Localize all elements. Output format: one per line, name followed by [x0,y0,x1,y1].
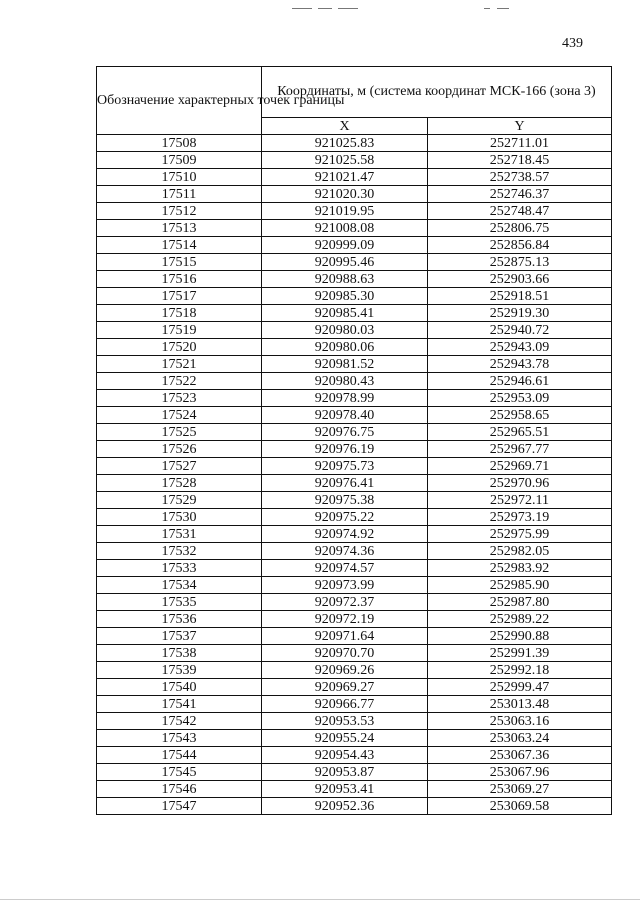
y-coordinate-cell: 252746.37 [428,186,612,203]
point-id-cell: 17537 [97,628,262,645]
y-coordinate-cell: 253063.16 [428,713,612,730]
point-id-cell: 17524 [97,407,262,424]
table-row [97,237,612,254]
y-coordinate-cell: 252856.84 [428,237,612,254]
table-row [97,169,612,186]
point-id-cell: 17515 [97,254,262,271]
x-coordinate-cell: 920988.63 [262,271,428,288]
point-id-cell: 17514 [97,237,262,254]
table-row [97,713,612,730]
y-coordinate-cell: 252711.01 [428,135,612,152]
point-id-cell: 17526 [97,441,262,458]
y-coordinate-cell: 253063.24 [428,730,612,747]
table-row [97,356,612,373]
x-coordinate-cell: 920978.40 [262,407,428,424]
x-coordinate-cell: 920980.06 [262,339,428,356]
y-coordinate-cell: 252919.30 [428,305,612,322]
x-coordinate-cell: 920975.73 [262,458,428,475]
y-coordinate-cell: 253067.36 [428,747,612,764]
y-coordinate-cell: 252983.92 [428,560,612,577]
x-coordinate-cell: 921020.30 [262,186,428,203]
table-row [97,441,612,458]
table-row [97,611,612,628]
point-id-cell: 17528 [97,475,262,492]
point-id-cell: 17519 [97,322,262,339]
table-row [97,509,612,526]
y-coordinate-cell: 252806.75 [428,220,612,237]
x-coordinate-cell: 920954.43 [262,747,428,764]
y-coordinate-cell: 252965.51 [428,424,612,441]
table-row [97,628,612,645]
table-row [97,152,612,169]
y-coordinate-cell: 252973.19 [428,509,612,526]
point-id-cell: 17542 [97,713,262,730]
y-coordinate-cell: 252953.09 [428,390,612,407]
y-coordinate-cell: 252970.96 [428,475,612,492]
y-coordinate-cell: 252875.13 [428,254,612,271]
y-coordinate-cell: 253069.58 [428,798,612,815]
table-row [97,322,612,339]
x-coordinate-cell: 920971.64 [262,628,428,645]
point-id-cell: 17538 [97,645,262,662]
table-row [97,458,612,475]
y-coordinate-cell: 252969.71 [428,458,612,475]
point-id-cell: 17512 [97,203,262,220]
table-body [97,135,612,815]
scan-artifact-marks [0,6,640,12]
table-row [97,730,612,747]
y-coordinate-cell: 253067.96 [428,764,612,781]
table-row [97,696,612,713]
table-row [97,373,612,390]
table-row [97,186,612,203]
y-coordinate-cell: 252992.18 [428,662,612,679]
x-coordinate-cell: 920953.53 [262,713,428,730]
table-row [97,339,612,356]
point-id-cell: 17536 [97,611,262,628]
point-id-cell: 17523 [97,390,262,407]
point-id-cell: 17544 [97,747,262,764]
y-coordinate-cell: 252999.47 [428,679,612,696]
point-id-cell: 17545 [97,764,262,781]
y-coordinate-cell: 252738.57 [428,169,612,186]
x-coordinate-cell: 920969.27 [262,679,428,696]
point-id-cell: 17520 [97,339,262,356]
point-id-cell: 17518 [97,305,262,322]
table-row [97,135,612,152]
x-coordinate-cell: 920970.70 [262,645,428,662]
table-row [97,475,612,492]
header-coordinates: Координаты, м (система координат МСК-166 (зона 3) [262,67,612,118]
x-coordinate-cell: 920953.87 [262,764,428,781]
x-coordinate-cell: 920974.36 [262,543,428,560]
y-coordinate-cell: 252991.39 [428,645,612,662]
x-coordinate-cell: 920985.30 [262,288,428,305]
point-id-cell: 17521 [97,356,262,373]
x-coordinate-cell: 920974.57 [262,560,428,577]
x-coordinate-cell: 920999.09 [262,237,428,254]
point-id-cell: 17532 [97,543,262,560]
table-row [97,254,612,271]
table-row [97,747,612,764]
table-row [97,305,612,322]
y-coordinate-cell: 252990.88 [428,628,612,645]
y-coordinate-cell: 252987.80 [428,594,612,611]
y-coordinate-cell: 252943.09 [428,339,612,356]
x-coordinate-cell: 920976.41 [262,475,428,492]
point-id-cell: 17509 [97,152,262,169]
table-row [97,594,612,611]
header-points: Обозначение характерных точек границы [97,67,262,135]
coordinates-table [96,66,612,815]
y-coordinate-cell: 252982.05 [428,543,612,560]
table-row [97,424,612,441]
x-coordinate-cell: 920981.52 [262,356,428,373]
table-row [97,526,612,543]
x-coordinate-cell: 920980.03 [262,322,428,339]
x-coordinate-cell: 920955.24 [262,730,428,747]
y-coordinate-cell: 252946.61 [428,373,612,390]
table-row [97,679,612,696]
x-coordinate-cell: 921008.08 [262,220,428,237]
table-row [97,288,612,305]
point-id-cell: 17540 [97,679,262,696]
y-coordinate-cell: 252989.22 [428,611,612,628]
y-coordinate-cell: 252967.77 [428,441,612,458]
point-id-cell: 17510 [97,169,262,186]
point-id-cell: 17530 [97,509,262,526]
table-row [97,407,612,424]
x-coordinate-cell: 921021.47 [262,169,428,186]
x-coordinate-cell: 920952.36 [262,798,428,815]
y-coordinate-cell: 252943.78 [428,356,612,373]
point-id-cell: 17511 [97,186,262,203]
table-row [97,220,612,237]
header-x: X [262,118,428,135]
point-id-cell: 17525 [97,424,262,441]
point-id-cell: 17527 [97,458,262,475]
y-coordinate-cell: 252985.90 [428,577,612,594]
table-row [97,764,612,781]
x-coordinate-cell: 920975.38 [262,492,428,509]
point-id-cell: 17531 [97,526,262,543]
x-coordinate-cell: 920972.19 [262,611,428,628]
x-coordinate-cell: 920976.75 [262,424,428,441]
y-coordinate-cell: 253069.27 [428,781,612,798]
point-id-cell: 17535 [97,594,262,611]
page-bottom-edge [0,899,640,900]
x-coordinate-cell: 920974.92 [262,526,428,543]
y-coordinate-cell: 252958.65 [428,407,612,424]
y-coordinate-cell: 252972.11 [428,492,612,509]
y-coordinate-cell: 252918.51 [428,288,612,305]
x-coordinate-cell: 920969.26 [262,662,428,679]
table-row [97,798,612,815]
x-coordinate-cell: 920966.77 [262,696,428,713]
point-id-cell: 17541 [97,696,262,713]
x-coordinate-cell: 920985.41 [262,305,428,322]
y-coordinate-cell: 253013.48 [428,696,612,713]
x-coordinate-cell: 920978.99 [262,390,428,407]
y-coordinate-cell: 252903.66 [428,271,612,288]
table-row [97,645,612,662]
table-row [97,781,612,798]
table-row [97,271,612,288]
point-id-cell: 17547 [97,798,262,815]
point-id-cell: 17539 [97,662,262,679]
page-number: 439 [562,36,583,51]
table-row [97,577,612,594]
table-row [97,390,612,407]
x-coordinate-cell: 920973.99 [262,577,428,594]
point-id-cell: 17516 [97,271,262,288]
header-y: Y [428,118,612,135]
y-coordinate-cell: 252975.99 [428,526,612,543]
table-row [97,543,612,560]
table-row [97,492,612,509]
point-id-cell: 17513 [97,220,262,237]
x-coordinate-cell: 920953.41 [262,781,428,798]
x-coordinate-cell: 920976.19 [262,441,428,458]
table-row [97,560,612,577]
x-coordinate-cell: 921025.83 [262,135,428,152]
point-id-cell: 17522 [97,373,262,390]
y-coordinate-cell: 252940.72 [428,322,612,339]
y-coordinate-cell: 252718.45 [428,152,612,169]
x-coordinate-cell: 920980.43 [262,373,428,390]
x-coordinate-cell: 920975.22 [262,509,428,526]
point-id-cell: 17546 [97,781,262,798]
point-id-cell: 17534 [97,577,262,594]
point-id-cell: 17543 [97,730,262,747]
y-coordinate-cell: 252748.47 [428,203,612,220]
table-row [97,203,612,220]
point-id-cell: 17517 [97,288,262,305]
point-id-cell: 17533 [97,560,262,577]
x-coordinate-cell: 920972.37 [262,594,428,611]
x-coordinate-cell: 921025.58 [262,152,428,169]
point-id-cell: 17508 [97,135,262,152]
point-id-cell: 17529 [97,492,262,509]
x-coordinate-cell: 921019.95 [262,203,428,220]
table-row [97,662,612,679]
x-coordinate-cell: 920995.46 [262,254,428,271]
